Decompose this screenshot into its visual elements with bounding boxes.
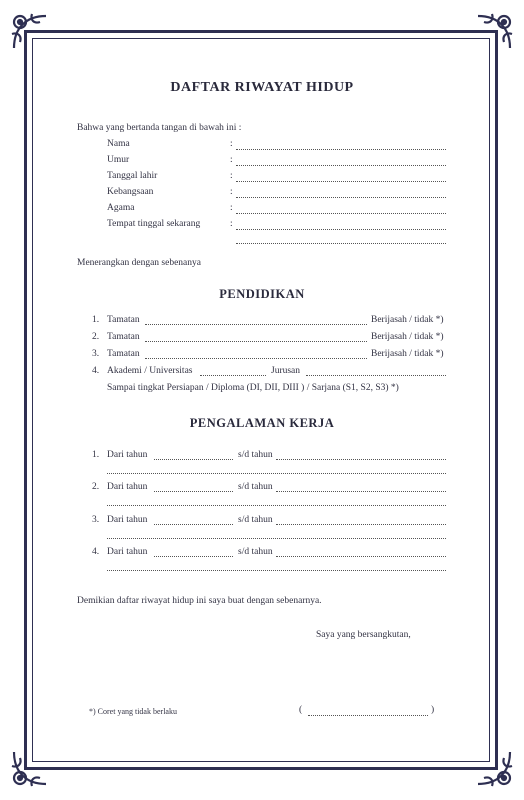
corner-ornament-icon <box>8 746 52 790</box>
education-note: Berijasah / tidak *) <box>371 315 444 325</box>
experience-detail-line[interactable] <box>107 505 446 506</box>
intro-text: Bahwa yang bertanda tangan di bawah ini : <box>77 123 242 133</box>
field-colon: : <box>230 187 233 197</box>
field-colon: : <box>230 171 233 181</box>
experience-from-label: Dari tahun <box>107 547 148 557</box>
field-line-tempat-tinggal[interactable] <box>236 229 446 230</box>
experience-heading: PENGALAMAN KERJA <box>189 416 335 430</box>
experience-num: 1. <box>92 450 100 460</box>
field-label-kebangsaan: Kebangsaan <box>107 187 154 197</box>
signature-open-paren: ( <box>299 705 303 715</box>
academy-line[interactable] <box>200 375 266 376</box>
level-note: Sampai tingkat Persiapan / Diploma (DI, DII, DIII ) / Sarjana (S1, S2, S3) *) <box>107 383 399 393</box>
corner-ornament-icon <box>472 10 516 54</box>
experience-to-label: s/d tahun <box>238 482 273 492</box>
academy-num: 4. <box>92 366 100 376</box>
experience-to-label: s/d tahun <box>238 450 273 460</box>
field-label-nama: Nama <box>107 139 130 149</box>
field-line-tempat-tinggal-2[interactable] <box>236 243 446 244</box>
page-title: DAFTAR RIWAYAT HIDUP <box>170 80 354 95</box>
education-num: 1. <box>92 315 100 325</box>
experience-to-line[interactable] <box>276 459 446 460</box>
experience-to-line[interactable] <box>276 524 446 525</box>
education-note: Berijasah / tidak *) <box>371 349 444 359</box>
experience-to-label: s/d tahun <box>238 547 273 557</box>
experience-to-line[interactable] <box>276 556 446 557</box>
experience-detail-line[interactable] <box>107 570 446 571</box>
education-num: 3. <box>92 349 100 359</box>
education-num: 2. <box>92 332 100 342</box>
education-note: Berijasah / tidak *) <box>371 332 444 342</box>
corner-ornament-icon <box>472 746 516 790</box>
education-line[interactable] <box>145 341 367 342</box>
education-line[interactable] <box>145 358 367 359</box>
signature-label: Saya yang bersangkutan, <box>316 630 411 640</box>
page-border-inner <box>32 38 490 762</box>
experience-from-label: Dari tahun <box>107 450 148 460</box>
corner-ornament-icon <box>8 10 52 54</box>
experience-from-line[interactable] <box>154 524 233 525</box>
experience-from-line[interactable] <box>154 491 233 492</box>
field-colon: : <box>230 139 233 149</box>
major-line[interactable] <box>306 375 446 376</box>
education-heading: PENDIDIKAN <box>219 287 305 301</box>
signature-close-paren: ) <box>431 705 435 715</box>
field-label-tempat-tinggal: Tempat tinggal sekarang <box>107 219 201 229</box>
experience-from-line[interactable] <box>154 556 233 557</box>
field-colon: : <box>230 219 233 229</box>
signature-line[interactable] <box>308 715 428 716</box>
education-label: Tamatan <box>107 332 140 342</box>
field-line-tanggal-lahir[interactable] <box>236 181 446 182</box>
footnote: *) Coret yang tidak berlaku <box>89 707 177 716</box>
experience-from-line[interactable] <box>154 459 233 460</box>
closing-text: Demikian daftar riwayat hidup ini saya buat dengan sebenarnya. <box>77 596 322 606</box>
statement-text: Menerangkan dengan sebenanya <box>77 258 201 268</box>
education-line[interactable] <box>145 324 367 325</box>
experience-num: 4. <box>92 547 100 557</box>
education-label: Tamatan <box>107 349 140 359</box>
field-line-umur[interactable] <box>236 165 446 166</box>
experience-to-line[interactable] <box>276 491 446 492</box>
major-label: Jurusan <box>271 366 301 376</box>
field-line-nama[interactable] <box>236 149 446 150</box>
field-colon: : <box>230 203 233 213</box>
field-colon: : <box>230 155 233 165</box>
field-label-tanggal-lahir: Tanggal lahir <box>107 171 158 181</box>
field-line-kebangsaan[interactable] <box>236 197 446 198</box>
field-label-agama: Agama <box>107 203 135 213</box>
academy-label: Akademi / Universitas <box>107 366 193 376</box>
field-label-umur: Umur <box>107 155 130 165</box>
field-line-agama[interactable] <box>236 213 446 214</box>
experience-num: 3. <box>92 515 100 525</box>
education-label: Tamatan <box>107 315 140 325</box>
experience-to-label: s/d tahun <box>238 515 273 525</box>
experience-from-label: Dari tahun <box>107 482 148 492</box>
experience-detail-line[interactable] <box>107 538 446 539</box>
experience-num: 2. <box>92 482 100 492</box>
experience-detail-line[interactable] <box>107 473 446 474</box>
experience-from-label: Dari tahun <box>107 515 148 525</box>
